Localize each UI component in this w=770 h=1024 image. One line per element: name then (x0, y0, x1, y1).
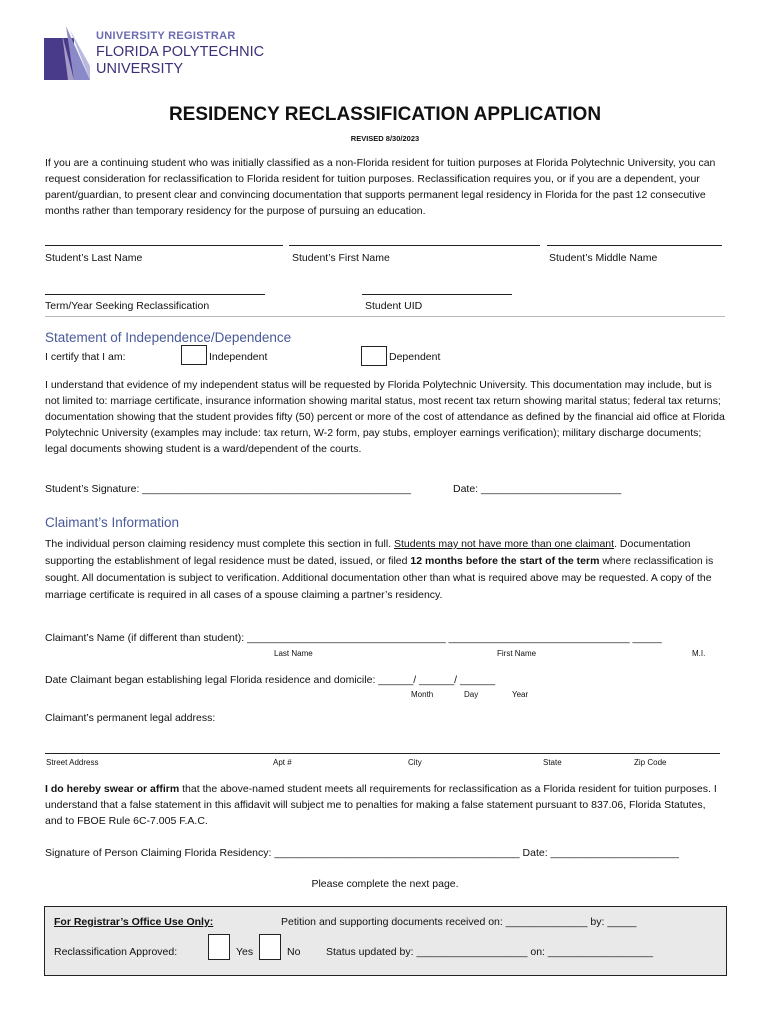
middle-name-label: Student’s Middle Name (549, 252, 658, 264)
registrar-office-box (44, 906, 727, 976)
uid-field[interactable] (362, 294, 512, 295)
affidavit-paragraph (45, 781, 725, 829)
term-label: Term/Year Seeking Reclassification (45, 300, 210, 312)
approved-label: Reclassification Approved: (54, 946, 178, 958)
independence-heading: Statement of Independence/Dependence (45, 330, 292, 345)
state-sub: State (543, 758, 562, 767)
next-page-note: Please complete the next page. (311, 878, 459, 890)
status-updated-field[interactable]: Status updated by: ___________________ on: __________________ (326, 946, 653, 958)
logo-line2: UNIVERSITY (96, 60, 184, 77)
registrar-heading: For Registrar’s Office Use Only: (54, 916, 214, 928)
intro-paragraph: If you are a continuing student who was initially classified as a non-Florida resident for tuition purposes at Florida Polytechnic University, you can request consideration for reclassification to Florida resident for tuition purposes. Reclassification requires you, or if you are a dependent, your parent/guardian, to present clear and convincing documentation that supports permanent legal residency in Florida for the past 12 consecutive months rather than temporary residency for the purpose of pursuing an education. (45, 157, 716, 217)
claimant-body-3: where reclassification is sought. All documentation is subject to verification. Additional documentation other than what is required above may be requested. A copy of the marriage certificate is required in all cases of a spouse claiming a partner’s residency. (45, 555, 714, 601)
section-divider (45, 316, 725, 317)
revised-date: REVISED 8/30/2023 (350, 134, 420, 143)
term-field[interactable] (45, 294, 265, 295)
claimant-heading: Claimant’s Information (45, 515, 180, 530)
logo-line1: FLORIDA POLYTECHNIC (96, 43, 265, 60)
month-sub: Month (411, 690, 434, 699)
logo-top-text: UNIVERSITY REGISTRAR (96, 30, 236, 42)
independence-paragraph: I understand that evidence of my independent status will be requested by Florida Polytechnic University. This documentation may include, but is not limited to: marriage certificate, insurance information showing marital status, most recent tax return showing marital status; federal tax returns; documentation showing that the student provides fifty (50) percent or more of the cost of attendance as defined by the financial aid office at Florida Polytechnic University (examples may include: tax return, W-2 form, pay stubs, employer earnings verification); military discharge documents; legal documents showing student is a ward/dependent of the courts. (45, 379, 725, 455)
claimant-body-2: . Documentation supporting the establishment of legal residence must be dated, issued, or filed (45, 538, 691, 567)
middle-name-field[interactable] (547, 245, 722, 246)
address-label: Claimant’s permanent legal address: (45, 712, 216, 724)
first-name-label: Student’s First Name (292, 252, 390, 264)
zip-sub: Zip Code (634, 758, 667, 767)
independent-checkbox[interactable] (181, 345, 207, 365)
affidavit-bold: I do hereby swear or affirm (45, 783, 180, 795)
day-sub: Day (464, 690, 479, 699)
claimant-body-underlined: Students may not have more than one claimant (394, 538, 615, 550)
last-name-field[interactable] (45, 245, 283, 246)
dependent-label: Dependent (389, 351, 441, 363)
affidavit-text: that the above-named student meets all requirements for reclassification as a Florida resident for tuition purposes. I understand that a false statement in this affidavit will subject me to penalties for making a false statement pursuant to 837.06, Florida Statutes, and to FBOE Rule 6C-7.005 F.A.C. (45, 783, 717, 827)
petition-received-field[interactable]: Petition and supporting documents received on: ______________ by: _____ (281, 916, 637, 928)
claimant-mi-sub: M.I. (692, 649, 706, 658)
independent-label: Independent (209, 351, 268, 363)
no-label: No (287, 946, 301, 958)
date-began-field[interactable]: Date Claimant began establishing legal Florida residence and domicile: ______/ ______/ ______ (45, 674, 496, 686)
address-field[interactable] (45, 753, 720, 754)
approved-yes-checkbox[interactable] (208, 934, 230, 960)
claimant-body-bold: 12 months before the start of the term (410, 555, 600, 567)
student-signature-field[interactable]: Student’s Signature: ______________________________________________ (45, 483, 411, 495)
claimant-signature-field[interactable]: Signature of Person Claiming Florida Residency: __________________________________________ Date: ______________________ (45, 847, 680, 859)
last-name-label: Student’s Last Name (45, 252, 143, 264)
dependent-checkbox[interactable] (361, 346, 387, 366)
claimant-name-field[interactable]: Claimant’s Name (if different than student): __________________________________ _______________________________ _____ (45, 632, 662, 644)
approved-no-checkbox[interactable] (259, 934, 281, 960)
fpu-logo-icon (44, 26, 90, 80)
page-title: RESIDENCY RECLASSIFICATION APPLICATION (168, 104, 602, 125)
claimant-body-1: The individual person claiming residency must complete this section in full. (45, 538, 392, 550)
city-sub: City (408, 758, 422, 767)
uid-label: Student UID (365, 300, 423, 312)
logo-text (96, 31, 264, 77)
first-name-field[interactable] (289, 245, 540, 246)
certify-label: I certify that I am: (45, 351, 126, 363)
student-date-field[interactable]: Date: ________________________ (453, 483, 622, 495)
claimant-first-name-sub: First Name (497, 649, 537, 658)
claimant-last-name-sub: Last Name (274, 649, 313, 658)
year-sub: Year (512, 690, 529, 699)
apt-sub: Apt # (273, 758, 292, 767)
street-sub: Street Address (46, 758, 99, 767)
yes-label: Yes (236, 946, 254, 958)
claimant-paragraph (45, 536, 725, 604)
